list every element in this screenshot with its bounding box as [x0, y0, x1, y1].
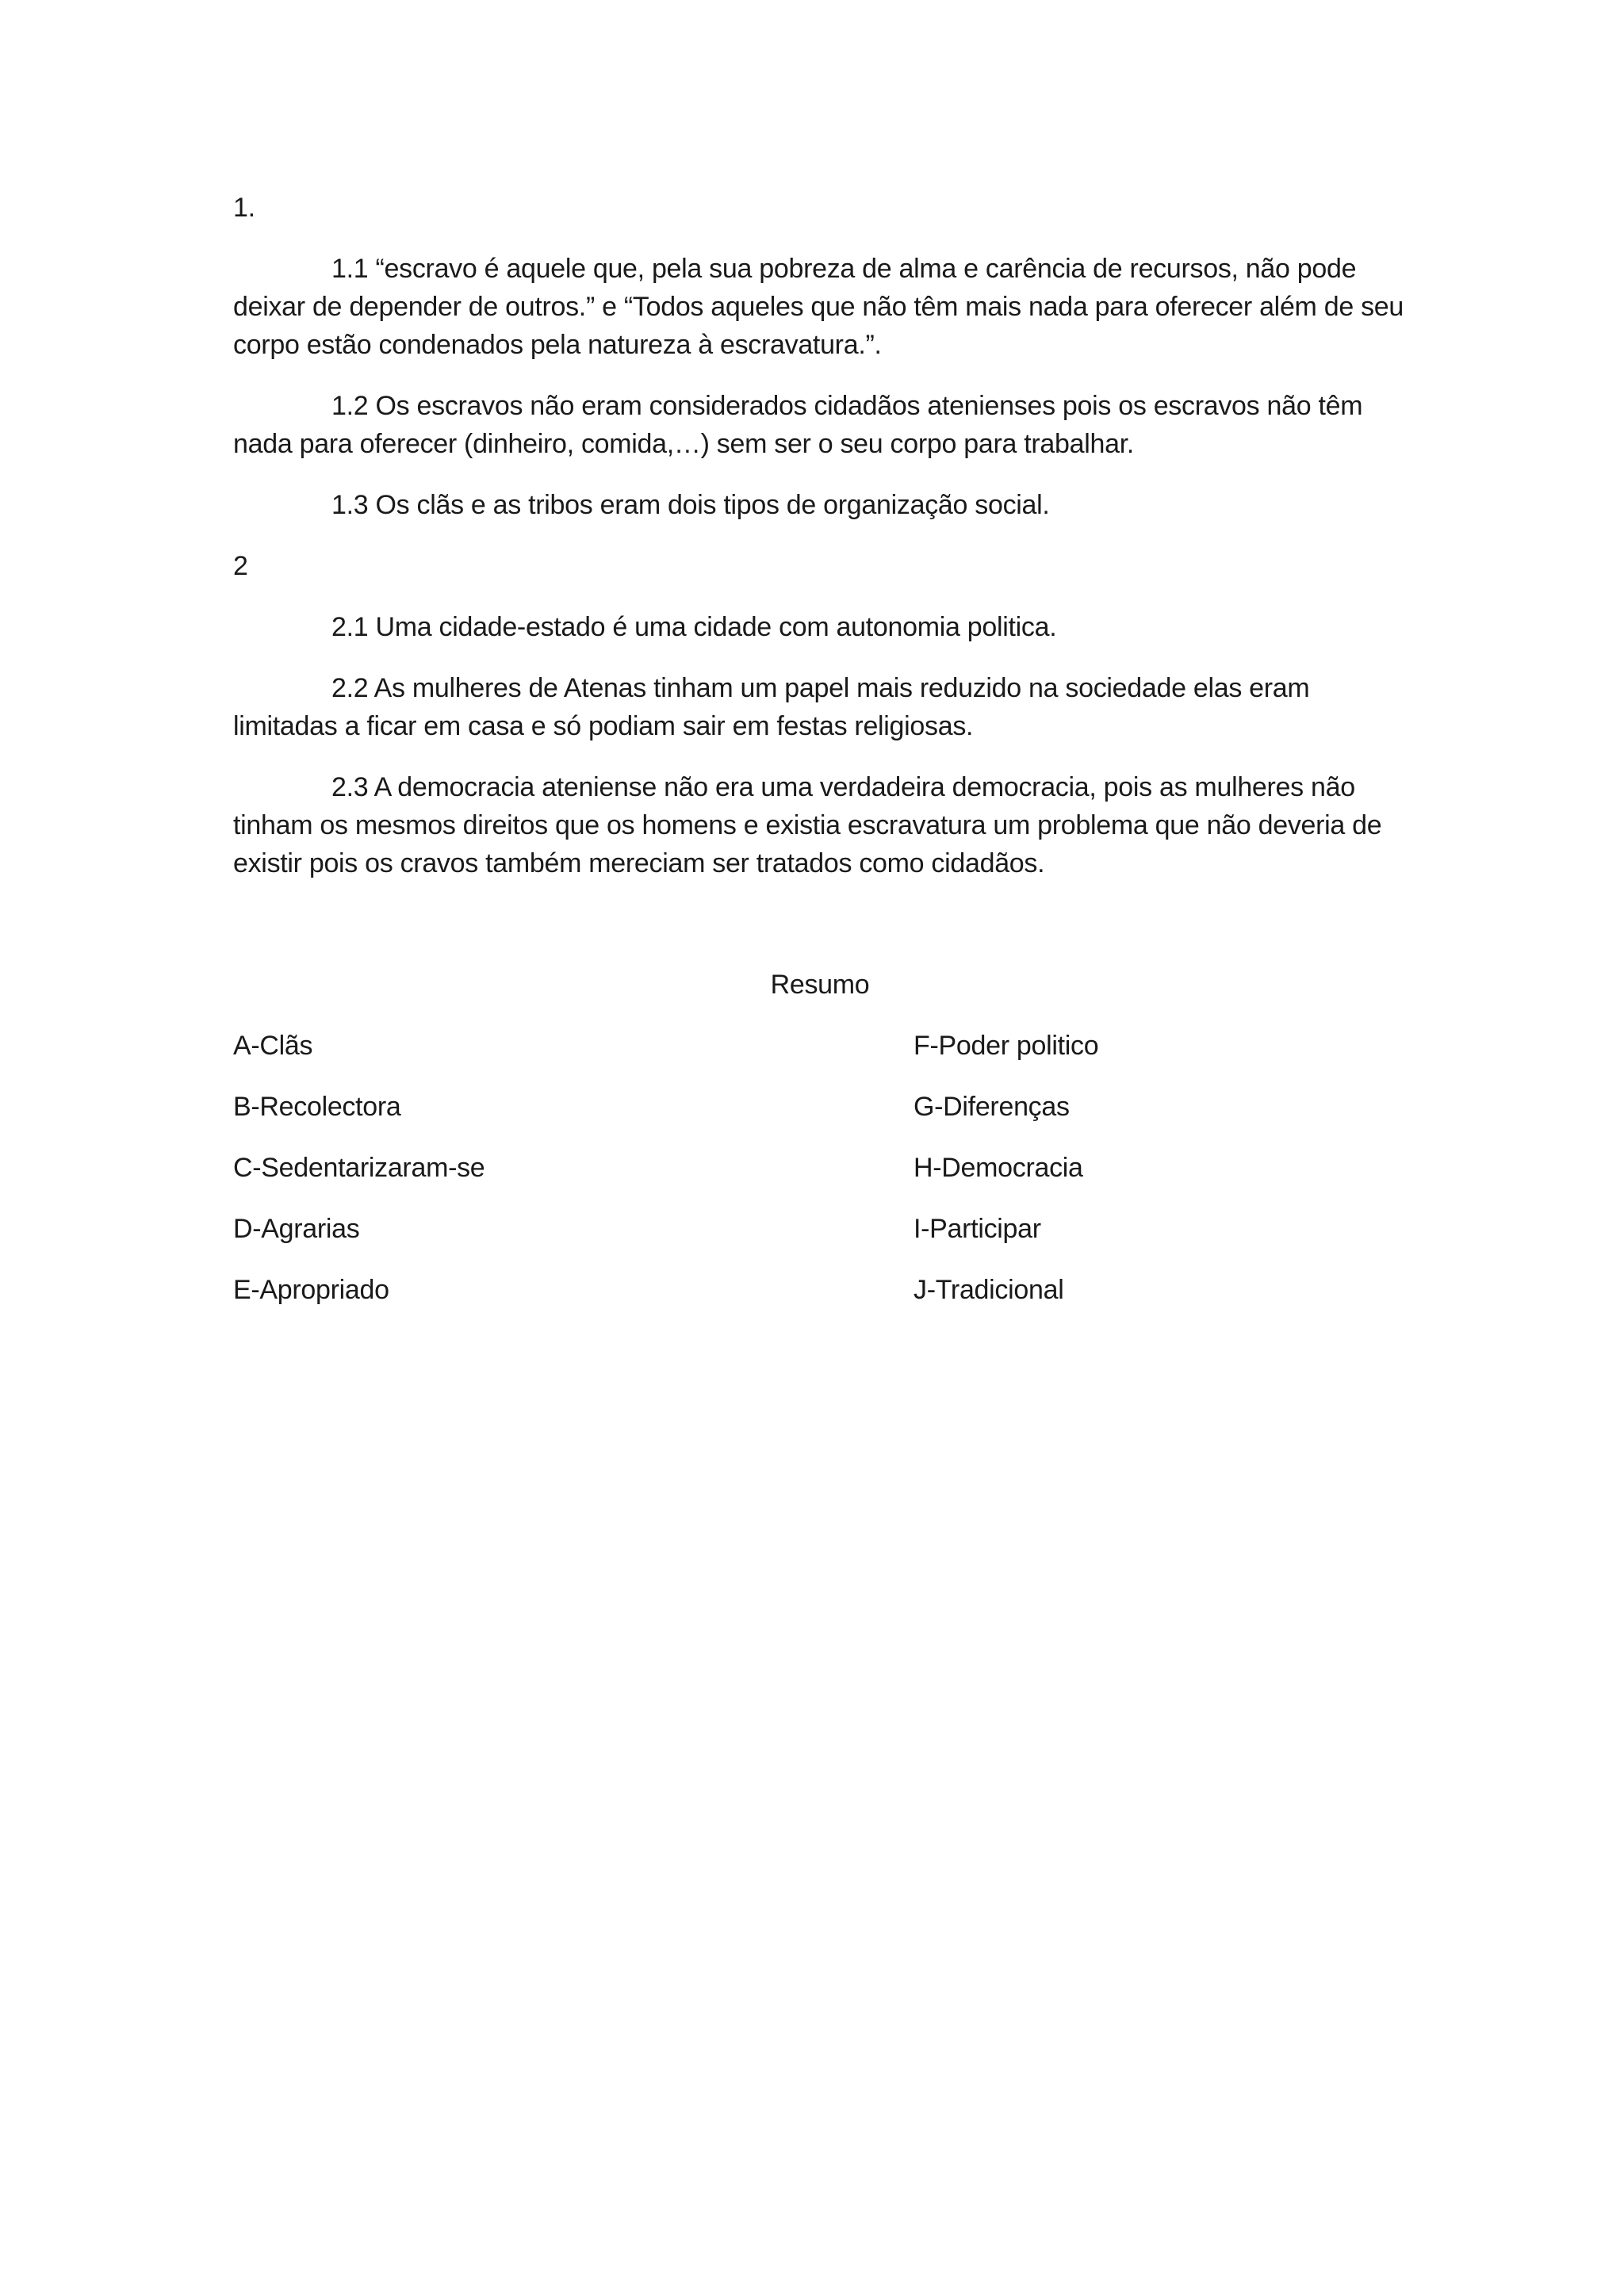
summary-item-a: A-Clãs: [233, 1031, 313, 1061]
summary-item-i: I-Participar: [914, 1214, 1041, 1244]
summary-title: Resumo: [770, 970, 870, 1000]
summary-list: [233, 1027, 1407, 1332]
section-1-number: 1.: [233, 193, 255, 223]
document-content: [233, 189, 1407, 1332]
summary-left-column: [233, 1027, 485, 1332]
summary-right-column: [914, 1027, 1098, 1332]
answer-2-1: 2.1 Uma cidade-estado é uma cidade com autonomia politica.: [331, 612, 1057, 642]
summary-item-e: E-Apropriado: [233, 1275, 389, 1305]
summary-item-f: F-Poder politico: [914, 1031, 1099, 1061]
summary-item-c: C-Sedentarizaram-se: [233, 1153, 485, 1183]
summary-item-h: H-Democracia: [914, 1153, 1083, 1183]
summary-item-j: J-Tradicional: [914, 1275, 1064, 1305]
section-2-number: 2: [233, 551, 248, 581]
answer-1-3: 1.3 Os clãs e as tribos eram dois tipos de organização social.: [331, 490, 1050, 520]
summary-item-d: D-Agrarias: [233, 1214, 360, 1244]
summary-item-b: B-Recolectora: [233, 1092, 401, 1122]
summary-item-g: G-Diferenças: [914, 1092, 1070, 1122]
answer-1-1: 1.1 “escravo é aquele que, pela sua pobreza de alma e carência de recursos, não pode deixar de depender de outros.” e “Todos aqueles que não têm mais nada para oferecer além de seu corpo estão condenados pela natureza à escravatura.”.: [233, 254, 1404, 360]
answer-2-3: 2.3 A democracia ateniense não era uma verdadeira democracia, pois as mulheres não tinham os mesmos direitos que os homens e existia escravatura um problema que não deveria de existir pois os cravos também mereciam ser tratados como cidadãos.: [233, 772, 1382, 878]
answer-2-2: 2.2 As mulheres de Atenas tinham um papel mais reduzido na sociedade elas eram limitadas a ficar em casa e só podiam sair em festas religiosas.: [233, 673, 1310, 741]
answer-1-2: 1.2 Os escravos não eram considerados cidadãos atenienses pois os escravos não têm nada para oferecer (dinheiro, comida,…) sem ser o seu corpo para trabalhar.: [233, 391, 1363, 459]
